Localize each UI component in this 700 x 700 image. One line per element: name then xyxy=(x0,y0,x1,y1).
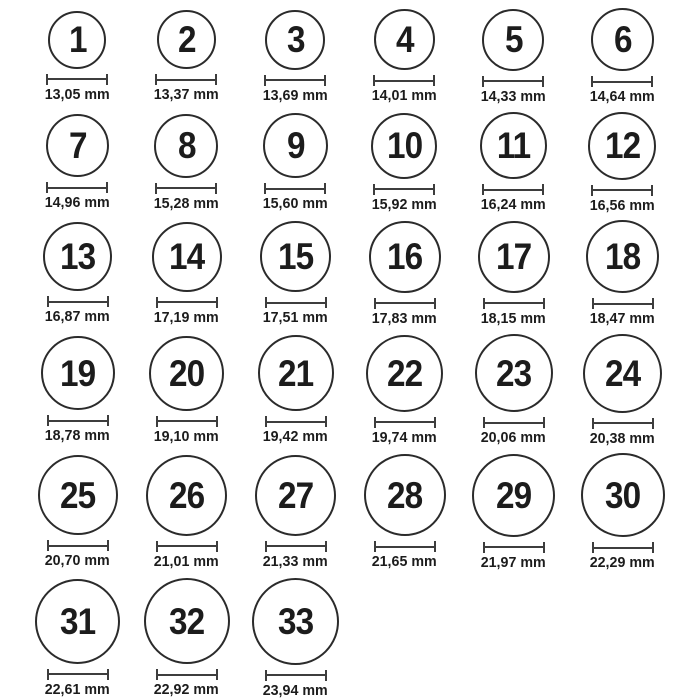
ring-circle xyxy=(369,221,441,293)
diameter-measure-bar xyxy=(155,183,217,194)
diameter-measure-bar xyxy=(482,76,544,87)
ring-size-item xyxy=(479,112,547,214)
ring-circle xyxy=(152,222,222,292)
ring-size-number: 23 xyxy=(495,352,532,394)
ring-circle xyxy=(265,10,325,70)
ring-circle xyxy=(475,334,553,412)
diameter-label: 16,56 mm xyxy=(590,196,655,214)
diameter-measure-bar xyxy=(374,298,436,309)
ring-size-number: 10 xyxy=(386,125,423,166)
diameter-measure-bar xyxy=(264,75,326,86)
ring-circle xyxy=(48,11,106,69)
diameter-measure-bar xyxy=(592,298,654,309)
ring-size-item xyxy=(258,335,334,446)
diameter-label: 14,96 mm xyxy=(45,194,110,211)
ring-size-item xyxy=(478,221,550,328)
ring-size-item xyxy=(479,9,547,106)
diameter-label: 20,70 mm xyxy=(45,552,110,569)
ring-circle xyxy=(366,335,443,412)
ring-size-number: 2 xyxy=(177,19,196,60)
diameter-measure-bar xyxy=(373,184,435,195)
ring-size-item xyxy=(43,11,111,104)
ring-circle xyxy=(154,114,218,178)
diameter-label: 13,69 mm xyxy=(263,86,328,104)
ring-circle xyxy=(586,220,659,293)
diameter-measure-bar xyxy=(156,669,218,680)
diameter-measure-bar xyxy=(265,297,327,308)
ring-circle xyxy=(480,112,547,179)
diameter-label: 22,61 mm xyxy=(45,680,110,698)
diameter-label: 16,87 mm xyxy=(45,308,110,325)
diameter-label: 21,65 mm xyxy=(372,553,437,570)
ring-size-item xyxy=(261,113,329,213)
ring-size-item xyxy=(475,334,553,447)
ring-size-item xyxy=(149,336,224,446)
ring-size-item xyxy=(586,220,659,328)
diameter-label: 21,33 mm xyxy=(263,552,328,570)
ring-circle xyxy=(263,113,328,178)
ring-circle xyxy=(255,455,336,536)
diameter-label: 18,47 mm xyxy=(590,310,655,327)
ring-circle xyxy=(482,9,544,71)
ring-size-chart xyxy=(23,8,677,699)
ring-size-item xyxy=(146,455,227,571)
diameter-measure-bar xyxy=(265,670,327,681)
ring-size-item xyxy=(152,10,220,104)
ring-size-item xyxy=(588,112,656,215)
diameter-label: 17,19 mm xyxy=(154,308,219,326)
ring-circle xyxy=(35,579,120,664)
diameter-measure-bar xyxy=(46,182,108,193)
diameter-measure-bar xyxy=(155,74,217,85)
ring-size-item xyxy=(152,114,220,213)
diameter-label: 15,28 mm xyxy=(154,194,219,212)
diameter-measure-bar xyxy=(265,541,327,552)
ring-circle xyxy=(38,455,118,535)
diameter-label: 22,92 mm xyxy=(154,681,219,698)
ring-circle xyxy=(46,114,109,177)
ring-size-item xyxy=(581,453,665,572)
ring-circle xyxy=(146,455,227,536)
ring-size-number: 32 xyxy=(168,600,205,642)
ring-size-number: 7 xyxy=(68,125,87,166)
ring-circle xyxy=(364,454,446,536)
ring-size-number: 15 xyxy=(277,236,314,277)
diameter-label: 17,83 mm xyxy=(372,309,437,327)
diameter-measure-bar xyxy=(483,298,545,309)
diameter-label: 13,37 mm xyxy=(154,86,219,103)
diameter-label: 18,78 mm xyxy=(45,427,110,444)
diameter-label: 22,29 mm xyxy=(590,554,655,571)
ring-size-number: 26 xyxy=(168,474,205,516)
ring-size-number: 1 xyxy=(68,19,87,60)
diameter-label: 14,64 mm xyxy=(590,88,655,105)
ring-size-item xyxy=(364,454,446,571)
ring-size-number: 19 xyxy=(59,352,96,394)
diameter-measure-bar xyxy=(47,669,109,680)
ring-size-item xyxy=(472,454,555,572)
ring-size-item xyxy=(252,578,339,700)
ring-size-number: 22 xyxy=(386,352,423,394)
ring-circle xyxy=(149,336,224,411)
ring-size-number: 13 xyxy=(59,236,96,277)
ring-size-number: 11 xyxy=(496,125,531,166)
ring-size-number: 24 xyxy=(604,352,641,394)
ring-size-number: 6 xyxy=(613,19,632,60)
diameter-label: 15,92 mm xyxy=(372,195,437,213)
ring-size-number: 33 xyxy=(277,600,314,642)
ring-circle xyxy=(258,335,334,411)
ring-circle xyxy=(41,336,115,410)
ring-size-item xyxy=(152,222,222,327)
diameter-measure-bar xyxy=(592,418,654,429)
ring-circle xyxy=(260,221,331,292)
ring-circle xyxy=(252,578,339,665)
ring-circle xyxy=(374,9,435,70)
ring-circle xyxy=(43,222,112,291)
ring-size-number: 27 xyxy=(277,474,314,516)
ring-size-item xyxy=(43,114,111,212)
diameter-label: 13,05 mm xyxy=(45,85,110,103)
ring-circle xyxy=(472,454,555,537)
ring-circle xyxy=(581,453,665,537)
ring-size-item xyxy=(370,113,438,214)
ring-size-number: 16 xyxy=(386,236,423,277)
diameter-label: 17,51 mm xyxy=(263,309,328,326)
diameter-label: 20,38 mm xyxy=(590,429,655,447)
ring-size-number: 28 xyxy=(386,474,423,516)
ring-size-item xyxy=(38,455,118,570)
diameter-measure-bar xyxy=(592,542,654,553)
diameter-label: 20,06 mm xyxy=(481,429,546,446)
ring-size-number: 8 xyxy=(177,125,196,166)
diameter-measure-bar xyxy=(156,541,218,552)
ring-size-number: 5 xyxy=(504,19,523,60)
ring-size-item xyxy=(35,579,120,699)
diameter-measure-bar xyxy=(47,296,109,307)
diameter-measure-bar xyxy=(373,75,435,86)
ring-size-item xyxy=(588,8,656,106)
diameter-measure-bar xyxy=(591,76,653,87)
diameter-measure-bar xyxy=(265,416,327,427)
ring-size-number: 29 xyxy=(495,474,532,516)
ring-size-number: 14 xyxy=(168,236,205,277)
ring-size-number: 9 xyxy=(286,125,305,166)
diameter-label: 19,42 mm xyxy=(263,428,328,445)
diameter-label: 16,24 mm xyxy=(481,196,546,213)
ring-circle xyxy=(371,113,437,179)
ring-circle xyxy=(157,10,216,69)
diameter-label: 14,33 mm xyxy=(481,87,546,105)
ring-size-number: 21 xyxy=(277,352,314,394)
ring-size-number: 12 xyxy=(604,125,641,166)
ring-size-number: 20 xyxy=(168,352,205,394)
ring-size-number: 4 xyxy=(395,19,414,60)
diameter-measure-bar xyxy=(47,540,109,551)
ring-size-item xyxy=(583,334,662,448)
diameter-measure-bar xyxy=(156,416,218,427)
ring-circle xyxy=(478,221,550,293)
ring-size-number: 18 xyxy=(604,236,641,277)
diameter-measure-bar xyxy=(483,542,545,553)
diameter-measure-bar xyxy=(374,541,436,552)
ring-size-item xyxy=(369,221,441,328)
ring-size-item xyxy=(261,10,329,105)
diameter-measure-bar xyxy=(46,74,108,85)
ring-size-item xyxy=(366,335,443,447)
diameter-measure-bar xyxy=(47,415,109,426)
diameter-label: 21,01 mm xyxy=(154,552,219,570)
diameter-label: 21,97 mm xyxy=(481,553,546,571)
ring-size-number: 25 xyxy=(59,474,96,516)
ring-size-item xyxy=(260,221,331,327)
ring-size-item xyxy=(370,9,438,105)
ring-size-number: 31 xyxy=(59,600,96,642)
diameter-measure-bar xyxy=(482,184,544,195)
diameter-measure-bar xyxy=(264,183,326,194)
ring-circle xyxy=(583,334,662,413)
diameter-measure-bar xyxy=(483,417,545,428)
diameter-measure-bar xyxy=(591,185,653,196)
ring-size-number: 30 xyxy=(604,474,641,516)
ring-circle xyxy=(588,112,656,180)
diameter-label: 15,60 mm xyxy=(263,195,328,212)
ring-size-item xyxy=(144,578,230,699)
diameter-label: 19,10 mm xyxy=(154,427,219,445)
ring-circle xyxy=(144,578,230,664)
diameter-measure-bar xyxy=(374,417,436,428)
ring-size-item xyxy=(41,336,115,445)
ring-size-item xyxy=(43,222,112,326)
diameter-label: 23,94 mm xyxy=(263,681,328,699)
diameter-label: 19,74 mm xyxy=(372,428,437,446)
ring-size-number: 3 xyxy=(286,19,305,60)
ring-size-number: 17 xyxy=(495,236,532,277)
ring-circle xyxy=(591,8,654,71)
diameter-label: 14,01 mm xyxy=(372,87,437,104)
diameter-label: 18,15 mm xyxy=(481,309,546,327)
diameter-measure-bar xyxy=(156,297,218,308)
ring-size-item xyxy=(255,455,336,571)
